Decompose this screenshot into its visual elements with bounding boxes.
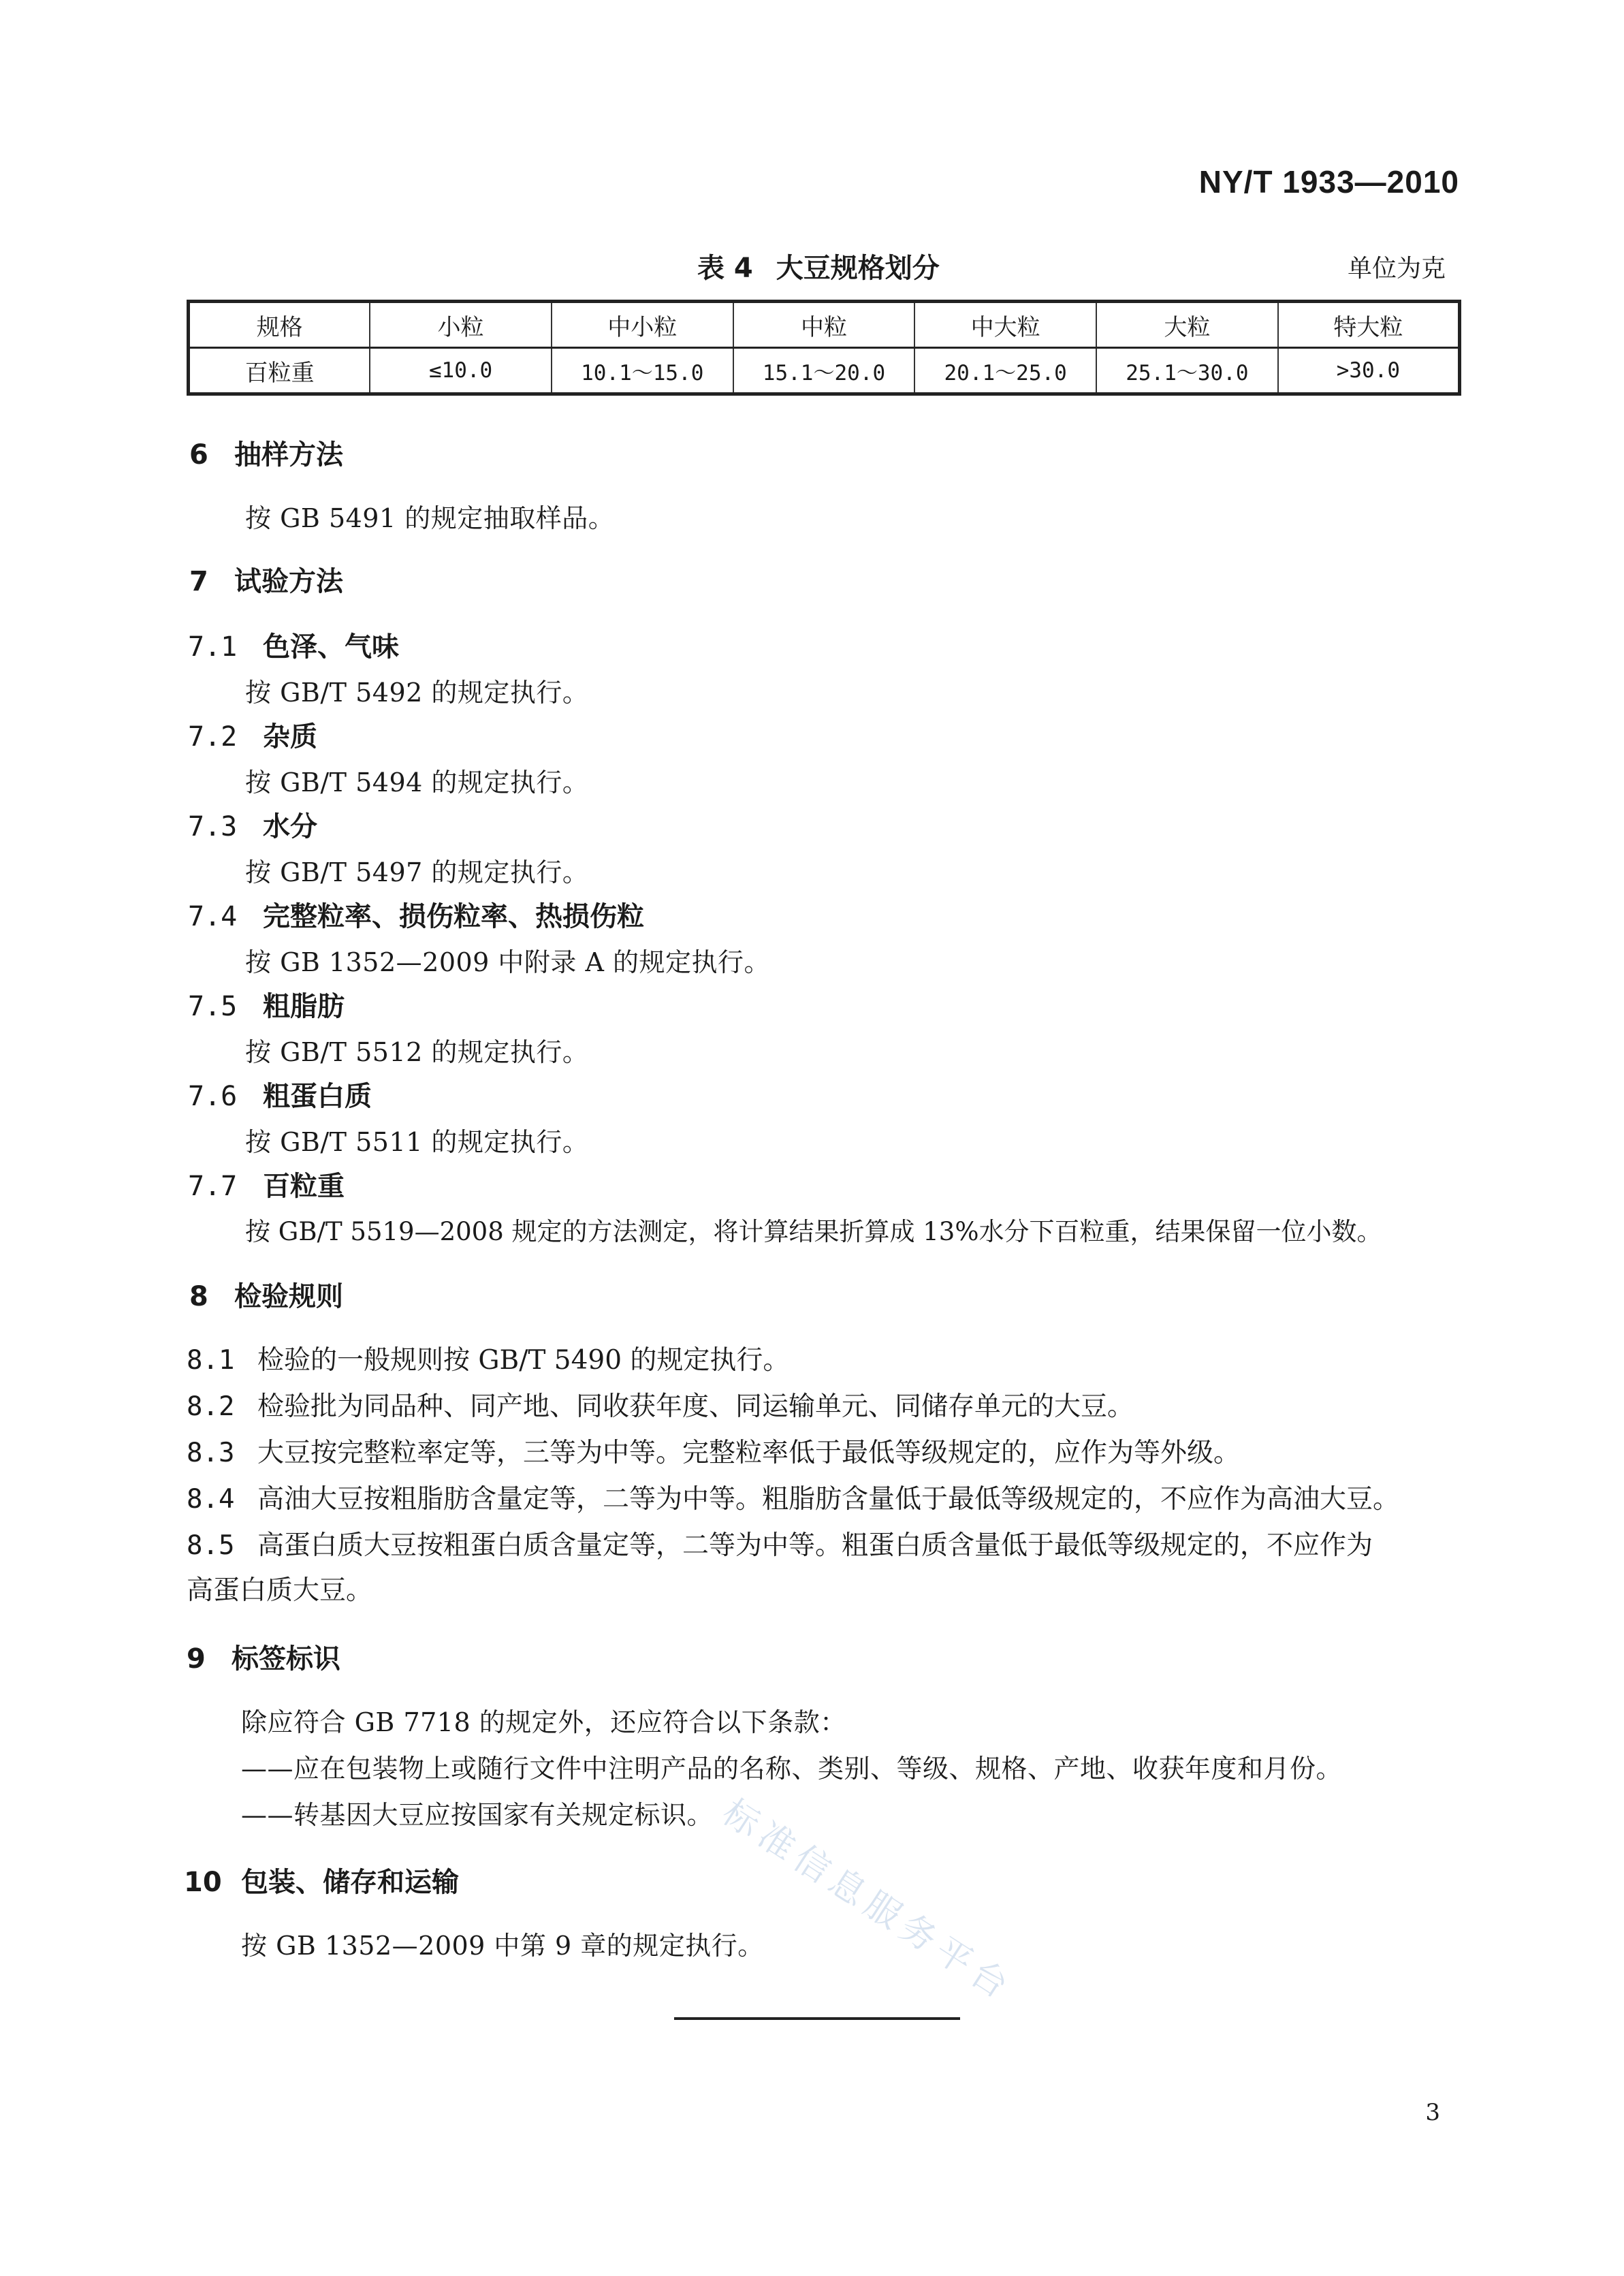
clause-number: 7.4 bbox=[188, 901, 238, 932]
clause-7-5-heading bbox=[188, 985, 345, 1024]
clause-number: 8.3 bbox=[187, 1438, 235, 1468]
table-cell: 25.1～30.0 bbox=[1096, 348, 1278, 394]
table-header-row bbox=[189, 302, 1460, 348]
clause-8-5-continuation: 高蛋白质大豆。 bbox=[187, 1575, 373, 1606]
table-row bbox=[189, 348, 1460, 394]
clause-7-4-heading bbox=[188, 895, 644, 934]
table-header-cell: 小粒 bbox=[370, 302, 552, 348]
section-9-heading bbox=[187, 1637, 340, 1676]
standard-number: NY/T 1933—2010 bbox=[1198, 164, 1459, 200]
clause-number: 7.2 bbox=[188, 721, 238, 753]
section-6-text: 按 GB 5491 的规定抽取样品。 bbox=[245, 503, 615, 533]
section-9-bullet: ——转基因大豆应按国家有关规定标识。 bbox=[241, 1800, 714, 1830]
section-6-heading bbox=[189, 433, 343, 472]
clause-number: 7.6 bbox=[188, 1081, 238, 1112]
clause-number: 8.1 bbox=[187, 1345, 235, 1376]
section-title: 抽样方法 bbox=[234, 439, 343, 471]
table-caption-title: 大豆规格划分 bbox=[776, 253, 940, 284]
section-number: 10 bbox=[184, 1867, 222, 1898]
section-number: 9 bbox=[187, 1643, 206, 1675]
page-number: 3 bbox=[1425, 2099, 1440, 2126]
table-cell: 10.1～15.0 bbox=[552, 348, 733, 394]
table-cell: 15.1～20.0 bbox=[733, 348, 915, 394]
watermark: 标准信息服务平台 bbox=[715, 1791, 1021, 2010]
soybean-spec-table bbox=[187, 300, 1461, 396]
clause-number: 8.2 bbox=[187, 1391, 235, 1422]
section-9-intro: 除应符合 GB 7718 的规定外，还应符合以下条款： bbox=[241, 1707, 846, 1737]
table-header-cell: 中粒 bbox=[733, 302, 915, 348]
clause-text: 高油大豆按粗脂肪含量定等，二等为中等。粗脂肪含量低于最低等级规定的，不应作为高油大豆。 bbox=[257, 1484, 1400, 1515]
clause-number: 8.4 bbox=[187, 1484, 235, 1515]
clause-7-1-text: 按 GB/T 5492 的规定执行。 bbox=[245, 678, 589, 708]
end-rule bbox=[674, 2017, 960, 2020]
clause-number: 7.5 bbox=[188, 991, 238, 1022]
section-10-heading bbox=[184, 1861, 459, 1899]
clause-text: 大豆按完整粒率定等，三等为中等。完整粒率低于最低等级规定的，应作为等外级。 bbox=[257, 1438, 1241, 1468]
clause-text: 高蛋白质大豆按粗蛋白质含量定等，二等为中等。粗蛋白质含量低于最低等级规定的，不应作为 bbox=[257, 1530, 1373, 1561]
clause-7-7-text: 按 GB/T 5519—2008 规定的方法测定，将计算结果折算成 13%水分下百粒重，结果保留一位小数。 bbox=[245, 1217, 1382, 1246]
clause-title: 粗蛋白质 bbox=[263, 1081, 372, 1112]
section-number: 7 bbox=[189, 566, 208, 597]
clause-number: 7.7 bbox=[188, 1171, 238, 1202]
clause-title: 杂质 bbox=[263, 721, 317, 753]
clause-title: 百粒重 bbox=[263, 1171, 345, 1202]
clause-number: 8.5 bbox=[187, 1530, 235, 1561]
clause-7-2-text: 按 GB/T 5494 的规定执行。 bbox=[245, 768, 589, 797]
clause-8-1 bbox=[187, 1339, 789, 1377]
section-title: 标签标识 bbox=[232, 1643, 340, 1675]
clause-number: 7.1 bbox=[188, 631, 238, 663]
clause-text: 检验批为同品种、同产地、同收获年度、同运输单元、同储存单元的大豆。 bbox=[257, 1391, 1134, 1422]
section-10-text: 按 GB 1352—2009 中第 9 章的规定执行。 bbox=[241, 1931, 764, 1961]
clause-7-3-heading bbox=[188, 805, 317, 844]
clause-7-7-heading bbox=[188, 1165, 345, 1203]
table-cell: 百粒重 bbox=[189, 348, 370, 394]
section-8-heading bbox=[189, 1275, 343, 1314]
section-title: 试验方法 bbox=[234, 566, 343, 597]
clause-number: 7.3 bbox=[188, 811, 238, 842]
clause-7-6-heading bbox=[188, 1075, 372, 1113]
section-number: 6 bbox=[189, 439, 208, 471]
table-header-cell: 规格 bbox=[189, 302, 370, 348]
table-header-cell: 中大粒 bbox=[914, 302, 1096, 348]
clause-7-2-heading bbox=[188, 715, 317, 754]
table-cell: 20.1～25.0 bbox=[914, 348, 1096, 394]
clause-title: 色泽、气味 bbox=[263, 631, 399, 663]
table-header-cell: 中小粒 bbox=[552, 302, 733, 348]
section-title: 检验规则 bbox=[234, 1281, 343, 1312]
table-cell: >30.0 bbox=[1278, 348, 1460, 394]
clause-8-3 bbox=[187, 1432, 1240, 1470]
clause-7-3-text: 按 GB/T 5497 的规定执行。 bbox=[245, 857, 589, 887]
clause-title: 完整粒率、损伤粒率、热损伤粒 bbox=[263, 901, 644, 932]
table-unit: 单位为克 bbox=[1347, 255, 1446, 283]
section-7-heading bbox=[189, 560, 343, 599]
clause-7-6-text: 按 GB/T 5511 的规定执行。 bbox=[245, 1127, 589, 1157]
clause-title: 水分 bbox=[263, 811, 317, 842]
clause-7-4-text: 按 GB 1352—2009 中附录 A 的规定执行。 bbox=[245, 947, 771, 977]
clause-8-2 bbox=[187, 1385, 1134, 1423]
section-title: 包装、储存和运输 bbox=[241, 1867, 459, 1898]
table-caption bbox=[697, 247, 940, 285]
clause-8-5 bbox=[187, 1524, 1373, 1562]
section-number: 8 bbox=[189, 1281, 208, 1312]
clause-7-5-text: 按 GB/T 5512 的规定执行。 bbox=[245, 1037, 589, 1067]
table-caption-number: 表 4 bbox=[697, 253, 753, 284]
clause-8-4 bbox=[187, 1478, 1399, 1516]
clause-7-1-heading bbox=[188, 625, 399, 664]
clause-title: 粗脂肪 bbox=[263, 991, 345, 1022]
table-header-cell: 大粒 bbox=[1096, 302, 1278, 348]
table-header-cell: 特大粒 bbox=[1278, 302, 1460, 348]
section-9-bullet: ——应在包装物上或随行文件中注明产品的名称、类别、等级、规格、产地、收获年度和月份。 bbox=[241, 1754, 1343, 1784]
clause-text: 检验的一般规则按 GB/T 5490 的规定执行。 bbox=[257, 1345, 790, 1376]
table-cell: ≤10.0 bbox=[370, 348, 552, 394]
